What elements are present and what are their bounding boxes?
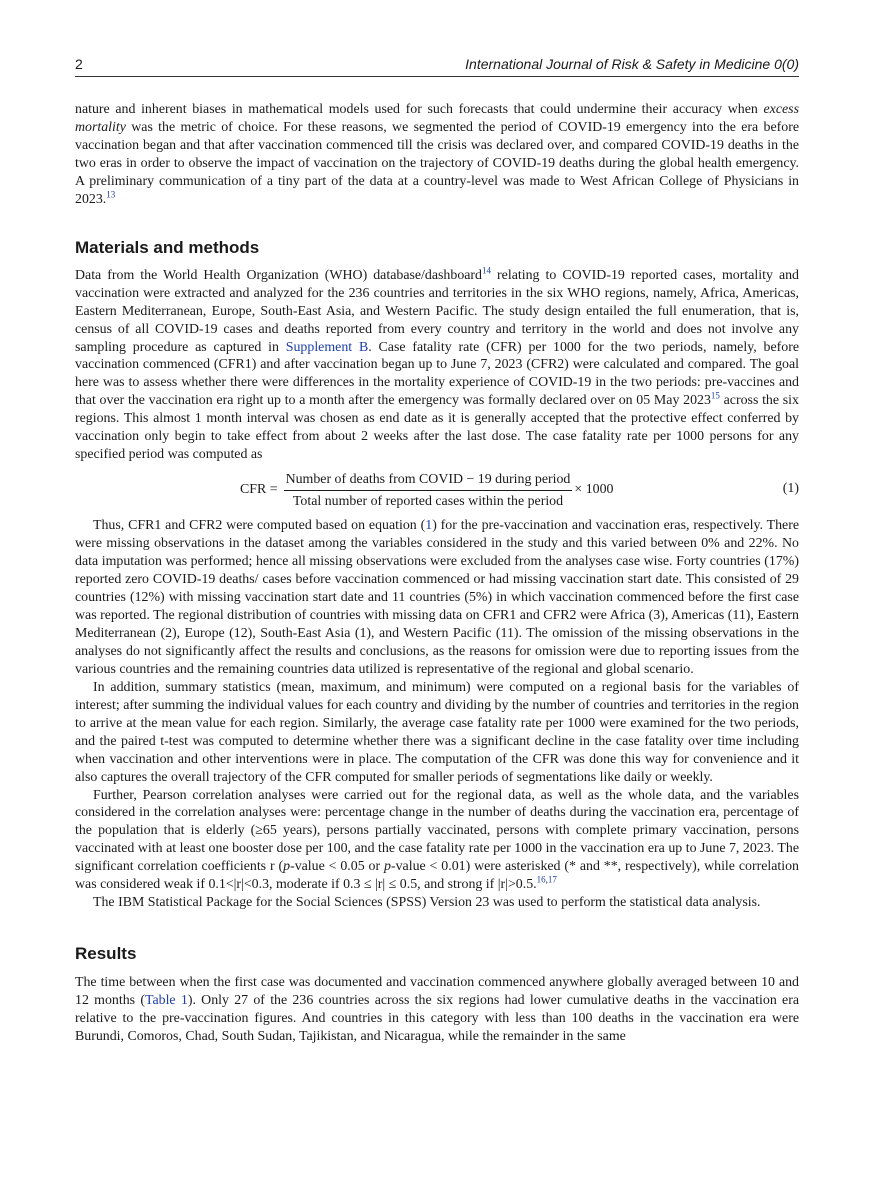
intro-paragraph: nature and inherent biases in mathematical models used for such forecasts that could undermine their accuracy when excess mortality was the metric of choice. For these reasons, we segmented the period of COVID-19 emergency into the era before vaccination began and that after vaccination commenced till the crisis was declared over, and compared COVID-19 deaths in the two eras in order to observe the impact of vaccination on the trajectory of COVID-19 deaths during the global health emergency. A preliminary communication of a tiny part of the data at a country-level was made to West African College of Physicians in 2023.13	[75, 102, 799, 207]
cfr-equation	[75, 468, 799, 512]
methods-paragraph-5: The IBM Statistical Package for the Social Sciences (SPSS) Version 23 was used to perform the statistical data analysis.	[93, 895, 761, 911]
equation-numerator: Number of deaths from COVID − 19 during period	[284, 471, 573, 491]
journal-title: International Journal of Risk & Safety in Medicine 0(0)	[465, 56, 799, 72]
section-heading-methods: Materials and methods	[75, 237, 260, 257]
citation-17[interactable]: 17	[547, 874, 557, 885]
supplement-b-link[interactable]: Supplement B	[285, 339, 369, 355]
results-paragraph-1: The time between when the first case was documented and vaccination commenced anywhere globally averaged between 10 and 12 months (Table 1). Only 27 of the 236 countries across the six regions had lower cumulative deaths in the vaccination era relative to the pre-vaccination figures. And countries in this category with less than 100 deaths in the vaccination era were Burundi, Comoros, Chad, South Sudan, Tajikistan, and Nicaragua, while the remainder in the same	[75, 975, 799, 1045]
equation-1-link[interactable]: 1	[425, 518, 433, 534]
citation-16[interactable]: 16	[536, 874, 546, 885]
emphasis-excess-mortality: excess mortality	[75, 102, 799, 135]
equation-denominator: Total number of reported cases within the period	[292, 493, 564, 509]
running-header	[75, 56, 799, 77]
page	[75, 56, 799, 1046]
citation-13[interactable]: 13	[106, 189, 116, 200]
methods-paragraph-4: Further, Pearson correlation analyses were carried out for the regional data, as well as the whole data, and the variables considered in the correlation analyses were: percentage change in the number of deaths during the vaccination era, percentage of the population that is elderly (≥65 years), persons partially vaccinated, persons with complete primary vaccination, persons vaccinated with at least one booster dose per 100, and the case fatality rate per 1000 in the vaccination era up to June 7, 2023. The significant correlation coefficients r (p-value < 0.05 or p-value < 0.01) were asterisked (* and **, respectively), while correlation was considered weak if 0.1<|r|<0.3, moderate if 0.3 ≤ |r| ≤ 0.5, and strong if |r|>0.5.$^{16,17}$	[75, 787, 799, 893]
section-heading-results: Results	[75, 944, 137, 964]
methods-paragraph-1: Data from the World Health Organization (WHO) database/dashboard$^{14}$ relating to COVID-19 reported cases, mortality and vaccination were extracted and analyzed for the 236 countries and territories in the six WHO regions, namely, Africa, Americas, Eastern Mediterranean, Europe, South-East Asia, and Western Pacific. The study design entailed the full enumeration, that is, census of all COVID-19 cases and deaths reported from every country and territory in the world and does not involve any sampling procedure as captured in Supplement B. Case fatality rate (CFR) per 1000 for the two periods, namely, before vaccination commenced (CFR1) and after vaccination began up to June 7, 2023 (CFR2) were calculated and compared. The goal here was to assess whether there were differences in the mortality experience of COVID-19 in the two periods: pre-vaccines and that over the vaccination era right up to a month after the emergency was formally declared over on 05 May 2023$^{15}$ across the six regions. This almost 1 month interval was chosen as end date as it is generally accepted that the protective effect conferred by vaccination only begin to take effect from about 2 weeks after the last dose. The case fatality rate per 1000 persons for any specified period was computed as	[75, 265, 800, 463]
citation-14[interactable]: 14	[482, 265, 492, 276]
equation-multiplier: × 1000	[574, 482, 614, 498]
table-1-link[interactable]: Table 1	[144, 993, 188, 1009]
methods-paragraph-3: In addition, summary statistics (mean, maximum, and minimum) were computed on a regional basis for the variables of interest; after summing the individual values for each country and dividing by the number of countries and territories in the region to arrive at the mean value for each region. Similarly, the average case fatality rate per 1000 were examined for the two periods, and the paired t-test was computed to determine whether there was a significant decline in the case fatality over time including when vaccination and other interventions were in place. The computation of the CFR was done this way for convenience and it also captures the overall trajectory of the CFR computed for smaller periods of segmentations like daily or weekly.	[75, 679, 799, 785]
page-number: 2	[75, 56, 83, 72]
methods-paragraph-2: Thus, CFR1 and CFR2 were computed based on equation (1) for the pre-vaccination and vaccination eras, respectively. There were missing observations in the dataset among the variables considered in the study and this varied between 0% and 22%. No data imputation was performed; hence all missing observations were excluded from the analyses case wise. Forty countries (17%) reported zero COVID-19 deaths/ cases before vaccination commenced or had missing vaccination start date. This consisted of 29 countries (12%) with missing vaccination start date and 11 countries (5%) in which vaccination commenced before the first case was reported. The regional distribution of countries with missing data on CFR1 and CFR2 were Africa (3), Americas (11), Eastern Mediterranean (2), Europe (12), South-East Asia (1), and Western Pacific (11). The omission of the missing observations in the analyses do not significantly affect the results and conclusions, as the reasons for omission were due to reporting issues from the various countries and the remaining countries data utilized is representative of the regional and global scenario.	[75, 518, 799, 677]
equation-lhs: CFR =	[240, 482, 278, 498]
equation-fraction	[284, 471, 573, 510]
citation-15[interactable]: 15	[710, 390, 720, 401]
equation-number: (1)	[782, 481, 799, 497]
